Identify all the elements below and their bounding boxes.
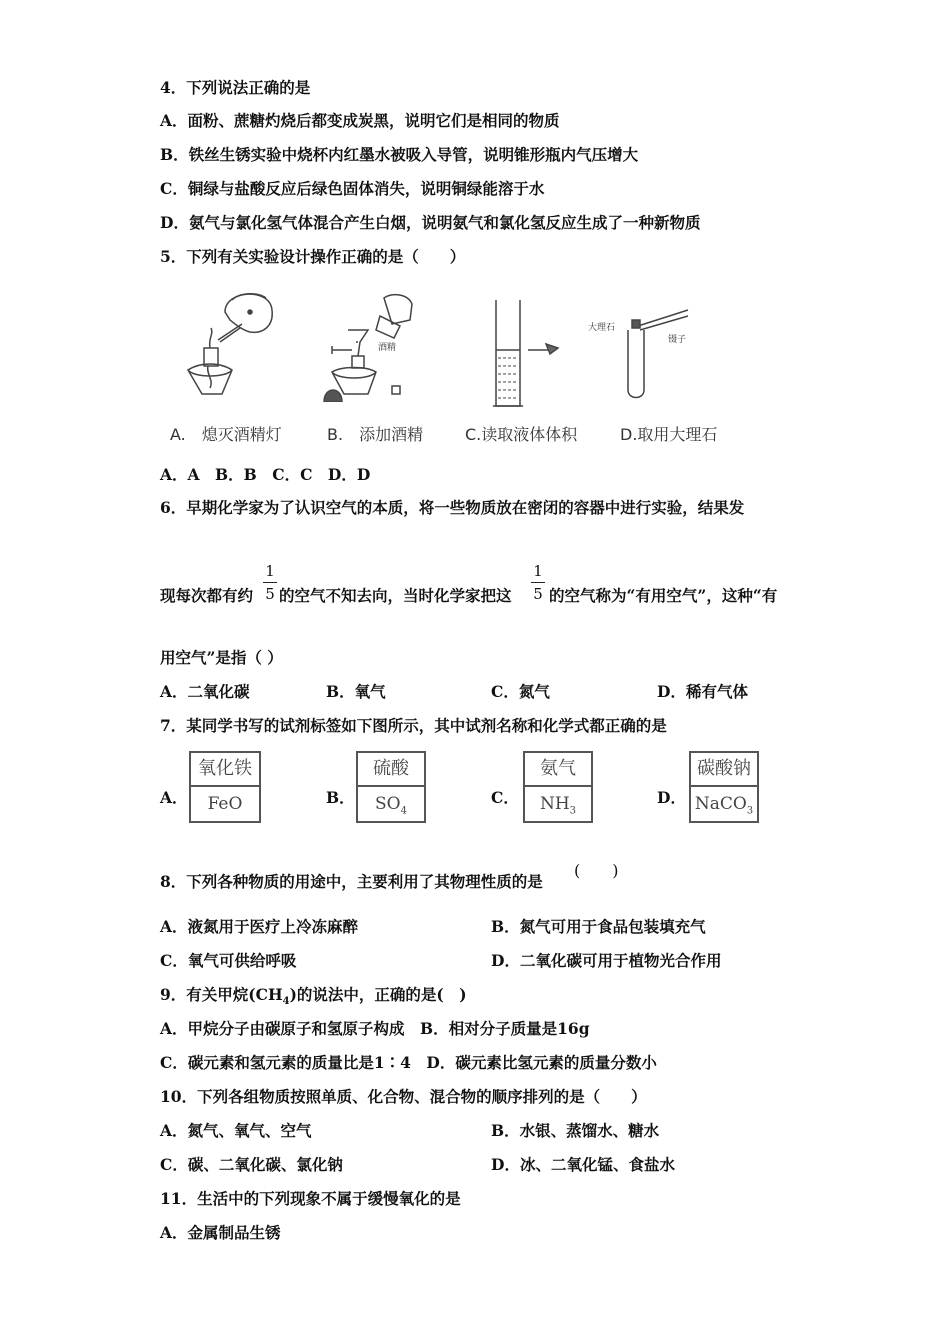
- caption-b: B. 添加酒精: [327, 425, 424, 444]
- q8-option-d: D．二氧化碳可用于植物光合作用: [491, 951, 722, 970]
- fraction-numerator: 1: [533, 562, 543, 580]
- reagent-label-b: [356, 751, 426, 823]
- reagent-formula: FeO: [207, 794, 243, 814]
- figure-c-read-volume: [488, 298, 568, 410]
- q5-options: A．A B．B C．C D．D: [160, 465, 371, 484]
- q7-stem: 7．某同学书写的试剂标签如下图所示，其中试剂名称和化学式都正确的是: [160, 716, 667, 735]
- q7-option-a-letter: A．: [160, 788, 188, 807]
- caption-c: C.读取液体体积: [465, 425, 578, 444]
- q9-options-ab: A．甲烷分子由碳原子和氢原子构成 B．相对分子质量是16g: [160, 1019, 590, 1038]
- figure-b-add-alcohol: [322, 290, 422, 402]
- fraction-denominator: 5: [265, 585, 275, 603]
- figure-d-take-marble: [588, 300, 698, 400]
- reagent-label-a: [189, 751, 261, 823]
- q6-option-a: A．二氧化碳: [160, 682, 250, 701]
- tweezers-label: 镊子: [668, 335, 687, 345]
- fraction-one-fifth-2: [531, 562, 545, 603]
- reagent-formula: $NH_3$: [539, 794, 577, 817]
- reagent-label-c: [523, 751, 593, 823]
- q6-line3: 用空气”是指（ ）: [160, 648, 283, 667]
- q6-line2-part1: 现每次都有约: [160, 586, 254, 605]
- q8-option-a: A．液氮用于医疗上冷冻麻醉: [160, 917, 359, 936]
- q10-stem: 10．下列各组物质按照单质、化合物、混合物的顺序排列的是（ ）: [160, 1087, 647, 1106]
- figure-a-extinguish-lamp: [180, 282, 290, 402]
- marble-label: 大理石: [588, 323, 616, 333]
- q10-option-c: C．碳、二氧化碳、氯化钠: [160, 1155, 343, 1174]
- q9-stem: 9．有关甲烷$(CH_4)$的说法中，正确的是( ): [160, 985, 467, 1008]
- reagent-name: 氧化铁: [191, 753, 259, 787]
- q6-option-c: C．氮气: [491, 682, 550, 701]
- q6-option-b: B．氧气: [326, 682, 386, 701]
- q4-option-d: D．氨气与氯化氢气体混合产生白烟，说明氨气和氯化氢反应生成了一种新物质: [160, 213, 701, 232]
- fraction-one-fifth-1: [263, 562, 277, 603]
- q5-stem: 5．下列有关实验设计操作正确的是（ ）: [160, 247, 466, 266]
- q6-line1: 6．早期化学家为了认识空气的本质，将一些物质放在密闭的容器中进行实验，结果发: [160, 498, 745, 517]
- q11-stem: 11．生活中的下列现象不属于缓慢氧化的是: [160, 1189, 461, 1208]
- q6-line2-part2: 的空气不知去向，当时化学家把这: [279, 586, 512, 605]
- alcohol-label: 酒精: [378, 343, 397, 353]
- q8-stem: 8．下列各种物质的用途中，主要利用了其物理性质的是: [160, 872, 543, 891]
- reagent-formula: $SO_4$: [375, 794, 407, 817]
- reagent-label-d: [689, 751, 759, 823]
- q4-stem: 4．下列说法正确的是: [160, 78, 311, 97]
- q4-option-a: A．面粉、蔗糖灼烧后都变成炭黑，说明它们是相同的物质: [160, 111, 560, 130]
- q7-option-b-letter: B．: [326, 788, 355, 807]
- q8-option-b: B．氮气可用于食品包装填充气: [491, 917, 706, 936]
- caption-a: A. 熄灭酒精灯: [170, 425, 282, 444]
- q11-option-a: A．金属制品生锈: [160, 1223, 281, 1242]
- q6-line2-part3: 的空气称为“有用空气”，这种“有: [549, 586, 778, 605]
- reagent-formula: NaCO$_3$: [694, 794, 754, 817]
- q4-option-c: C．铜绿与盐酸反应后绿色固体消失，说明铜绿能溶于水: [160, 179, 545, 198]
- q4-option-b: B．铁丝生锈实验中烧杯内红墨水被吸入导管，说明锥形瓶内气压增大: [160, 145, 639, 164]
- fraction-numerator: 1: [265, 562, 275, 580]
- reagent-name: 碳酸钠: [691, 753, 757, 787]
- caption-d: D.取用大理石: [620, 425, 718, 444]
- reagent-name: 氨气: [525, 753, 591, 787]
- q10-option-b: B．水银、蒸馏水、糖水: [491, 1121, 660, 1140]
- reagent-name: 硫酸: [358, 753, 424, 787]
- q10-option-a: A．氮气、氧气、空气: [160, 1121, 312, 1140]
- q7-option-c-letter: C．: [491, 788, 519, 807]
- q8-answer-paren: ( ): [574, 861, 619, 880]
- q6-option-d: D．稀有气体: [657, 682, 748, 701]
- fraction-denominator: 5: [533, 585, 543, 603]
- q9-options-cd: C．碳元素和氢元素的质量比是1∶4 D．碳元素比氢元素的质量分数小: [160, 1053, 657, 1072]
- q8-option-c: C．氧气可供给呼吸: [160, 951, 297, 970]
- q10-option-d: D．冰、二氧化锰、食盐水: [491, 1155, 675, 1174]
- q7-option-d-letter: D．: [657, 788, 686, 807]
